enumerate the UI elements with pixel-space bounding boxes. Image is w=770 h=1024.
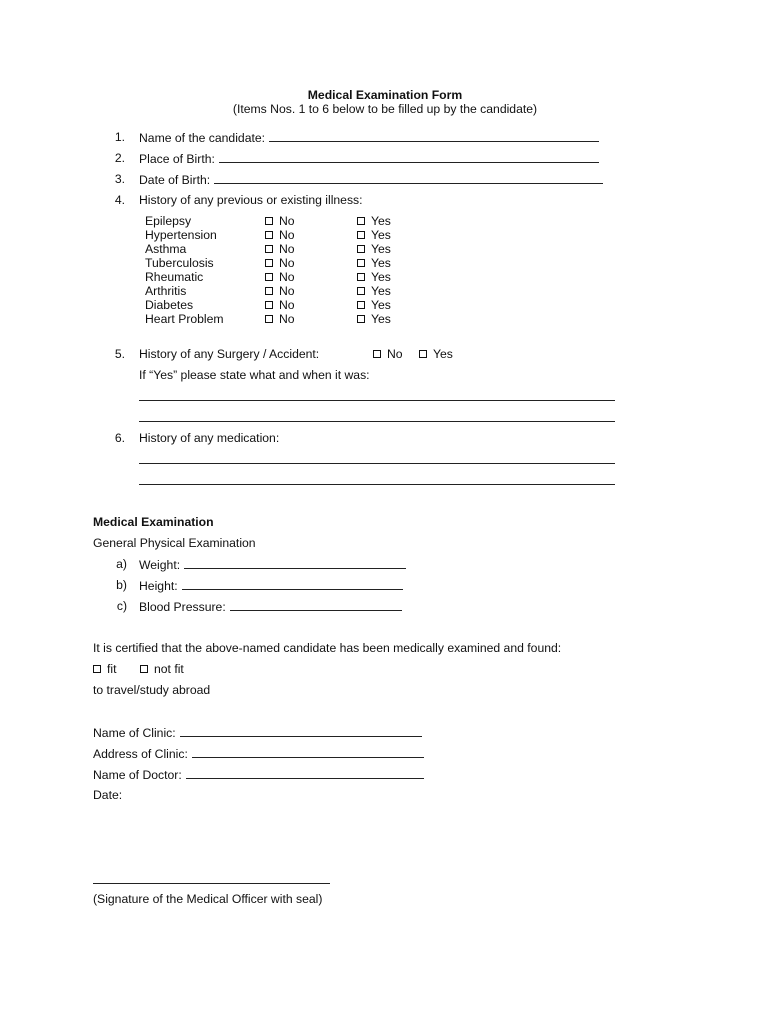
date-of-birth-field[interactable] [139,172,603,187]
illness-no-option[interactable] [265,214,295,228]
exam-letter-b: b) [116,578,127,592]
date-of-birth-label: Date of Birth: [139,173,211,187]
illness-no-label: No [279,228,295,242]
signature-caption: (Signature of the Medical Officer with seal) [93,892,323,906]
fit-option[interactable] [93,662,116,676]
checkbox-icon[interactable] [265,231,273,239]
illness-name: Arthritis [145,284,187,298]
checkbox-icon[interactable] [265,217,273,225]
illness-name: Heart Problem [145,312,224,326]
medical-exam-heading: Medical Examination [93,515,214,529]
checkbox-icon[interactable] [357,217,365,225]
travel-text: to travel/study abroad [93,683,211,697]
checkbox-icon[interactable] [265,301,273,309]
illness-yes-option[interactable] [357,298,391,312]
illness-yes-label: Yes [371,312,391,326]
weight-field[interactable] [139,557,406,572]
surgery-details-line-1[interactable] [139,400,615,401]
item-number-5: 5. [114,347,125,361]
exam-letter-a: a) [116,557,127,571]
illness-yes-label: Yes [371,214,391,228]
illness-no-option[interactable] [265,284,295,298]
illness-no-option[interactable] [265,228,295,242]
checkbox-icon[interactable] [265,287,273,295]
illness-yes-label: Yes [371,284,391,298]
surgery-details-line-2[interactable] [139,421,615,422]
checkbox-icon[interactable] [357,259,365,267]
checkbox-icon[interactable] [357,245,365,253]
surgery-yes-prompt: If “Yes” please state what and when it was: [139,368,370,382]
illness-yes-option[interactable] [357,214,391,228]
surgery-no-label: No [387,347,403,361]
surgery-no-option[interactable] [373,347,403,361]
illness-name: Rheumatic [145,270,204,284]
illness-row [145,284,405,298]
doctor-name-label: Name of Doctor: [93,768,182,782]
surgery-history-label: History of any Surgery / Accident: [139,347,320,361]
illness-name: Epilepsy [145,214,192,228]
illness-row [145,228,405,242]
clinic-name-field[interactable] [93,725,422,740]
illness-yes-option[interactable] [357,228,391,242]
illness-history-label: History of any previous or existing illness: [139,193,363,207]
checkbox-icon[interactable] [357,273,365,281]
date-of-birth-line[interactable] [214,172,603,184]
certification-statement: It is certified that the above-named candidate has been medically examined and found: [93,641,562,655]
illness-yes-option[interactable] [357,270,391,284]
clinic-address-label: Address of Clinic: [93,747,188,761]
checkbox-icon[interactable] [419,350,427,358]
illness-yes-option[interactable] [357,284,391,298]
height-label: Height: [139,579,178,593]
height-field[interactable] [139,578,403,593]
item-number-6: 6. [114,431,125,445]
illness-name: Hypertension [145,228,217,242]
not-fit-label: not fit [154,662,184,676]
checkbox-icon[interactable] [140,665,148,673]
checkbox-icon[interactable] [357,315,365,323]
clinic-address-field[interactable] [93,746,424,761]
illness-no-option[interactable] [265,256,295,270]
checkbox-icon[interactable] [373,350,381,358]
illness-no-label: No [279,284,295,298]
doctor-name-line[interactable] [186,767,424,779]
fit-label: fit [107,662,117,676]
item-number-4: 4. [114,193,125,207]
illness-no-option[interactable] [265,242,295,256]
illness-no-option[interactable] [265,312,295,326]
illness-row [145,312,405,326]
illness-list [145,214,405,326]
checkbox-icon[interactable] [265,245,273,253]
illness-no-label: No [279,298,295,312]
date-label: Date: [93,788,123,802]
not-fit-option[interactable] [140,662,184,676]
clinic-name-label: Name of Clinic: [93,726,176,740]
illness-yes-label: Yes [371,256,391,270]
medication-details-line-1[interactable] [139,463,615,464]
illness-row [145,214,405,228]
illness-yes-label: Yes [371,228,391,242]
surgery-yes-label: Yes [433,347,453,361]
illness-yes-label: Yes [371,242,391,256]
checkbox-icon[interactable] [265,273,273,281]
form-subtitle: (Items Nos. 1 to 6 below to be filled up by the candidate) [232,102,538,116]
height-line[interactable] [182,578,403,590]
signature-line[interactable] [93,883,330,884]
exam-letter-c: c) [116,599,127,613]
candidate-name-field[interactable] [139,130,599,145]
candidate-name-line[interactable] [269,130,599,142]
checkbox-icon[interactable] [265,315,273,323]
surgery-yes-option[interactable] [419,347,453,361]
form-title: Medical Examination Form [307,88,463,102]
blood-pressure-line[interactable] [230,599,402,611]
illness-row [145,270,405,284]
candidate-name-label: Name of the candidate: [139,131,266,145]
illness-row [145,298,405,312]
medication-history-label: History of any medication: [139,431,280,445]
physical-exam-subheading: General Physical Examination [93,536,256,550]
illness-row [145,256,405,270]
illness-yes-option[interactable] [357,312,391,326]
checkbox-icon[interactable] [357,301,365,309]
illness-yes-label: Yes [371,298,391,312]
illness-no-option[interactable] [265,298,295,312]
illness-no-label: No [279,242,295,256]
item-number-1: 1. [114,130,125,144]
checkbox-icon[interactable] [265,259,273,267]
place-of-birth-line[interactable] [219,151,599,163]
clinic-name-line[interactable] [180,725,422,737]
illness-row [145,242,405,256]
illness-no-label: No [279,270,295,284]
clinic-address-line[interactable] [192,746,424,758]
blood-pressure-label: Blood Pressure: [139,600,226,614]
illness-name: Tuberculosis [145,256,214,270]
weight-label: Weight: [139,558,181,572]
illness-name: Diabetes [145,298,194,312]
item-number-3: 3. [114,172,125,186]
checkbox-icon[interactable] [93,665,101,673]
illness-no-label: No [279,214,295,228]
item-number-2: 2. [114,151,125,165]
illness-yes-label: Yes [371,270,391,284]
illness-no-label: No [279,312,295,326]
illness-yes-option[interactable] [357,242,391,256]
medication-details-line-2[interactable] [139,484,615,485]
illness-no-label: No [279,256,295,270]
blood-pressure-field[interactable] [139,599,402,614]
illness-name: Asthma [145,242,187,256]
place-of-birth-field[interactable] [139,151,599,166]
checkbox-icon[interactable] [357,231,365,239]
checkbox-icon[interactable] [357,287,365,295]
weight-line[interactable] [184,557,406,569]
place-of-birth-label: Place of Birth: [139,152,215,166]
illness-yes-option[interactable] [357,256,391,270]
doctor-name-field[interactable] [93,767,424,782]
illness-no-option[interactable] [265,270,295,284]
